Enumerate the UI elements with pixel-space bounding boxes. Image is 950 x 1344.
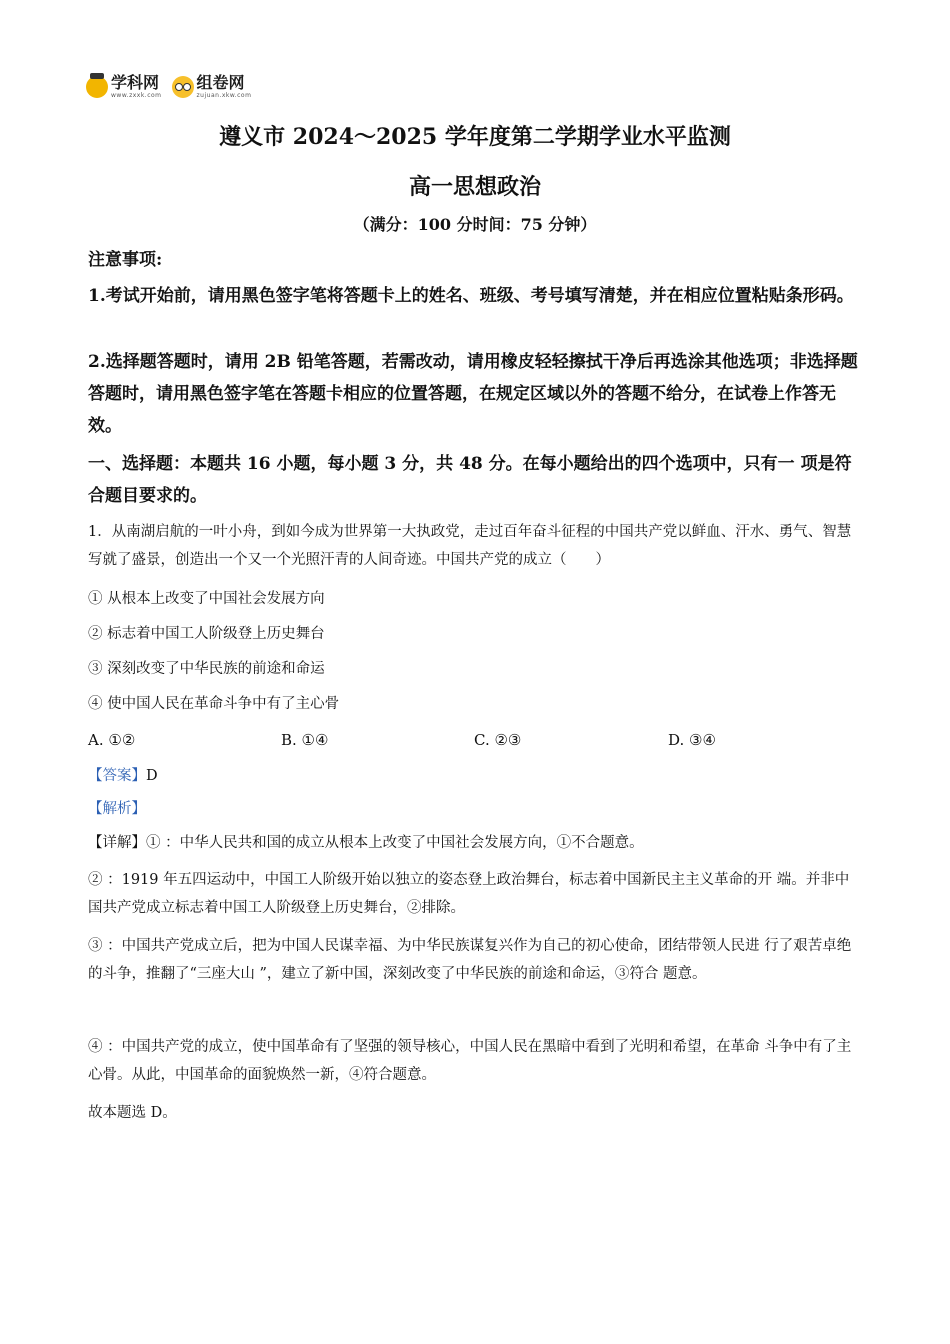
section-heading: 一、选择题：本题共 16 小题，每小题 3 分，共 48 分。在每小题给出的四个选项中，只有一 项是符合题目要求的。 [88,454,852,506]
exam-title: 遵义市 2024～2025 学年度第二学期学业水平监测 [219,124,731,150]
owl-icon [172,76,194,98]
graduation-cap-icon [86,76,108,98]
statement-1: ① 从根本上改变了中国社会发展方向 [88,591,325,607]
exam-subject: 高一思想政治 [408,174,541,200]
logo-bar [86,70,251,104]
analysis-label: 【解析】 [88,801,146,817]
answer-line [88,762,863,790]
notice-item-2: 2.选择题答题时，请用 2B 铅笔答题，若需改动，请用橡皮轻轻擦拭干净后再选涂其他选项；非选择题答题时，请用黑色签字笔在答题卡相应的位置答题，在规定区域以外的答题不给分，在试卷上作答无效。 [88,352,858,436]
logo2-name: 组卷网 [196,73,245,92]
statement-4: ④ 使中国人民在革命斗争中有了主心骨 [88,696,340,712]
answer-label: 【答案】 [88,768,146,784]
option-a: A. ①② [88,731,136,749]
logo1-sub: www.zxxk.com [111,92,162,99]
statement-3: ③ 深刻改变了中华民族的前途和命运 [88,661,325,677]
option-c: C. ②③ [474,731,522,749]
logo1-name: 学科网 [111,73,160,92]
notice-heading: 注意事项: [88,250,163,270]
detail-2: ② ：1919 年五四运动中，中国工人阶级开始以独立的姿态登上政治舞台，标志着中国新民主主义革命的开 端。并非中国共产党成立标志着中国工人阶级登上历史舞台，②排除。 [88,872,850,916]
exam-meta: （满分：100 分时间：75 分钟） [353,215,597,234]
answer-value: D [146,768,158,784]
detail-3: ③ ：中国共产党成立后，把为中国人民谋幸福、为中华民族谋复兴作为自己的初心使命，团结带领人民进 行了艰苦卓绝的斗争，推翻了“三座大山 ”，建立了新中国，深刻改变了中华民族的前途和命运，③符合 题意。 [88,938,852,982]
option-d: D. ③④ [668,731,716,749]
detail-4: ④ ：中国共产党的成立，使中国革命有了坚强的领导核心，中国人民在黑暗中看到了光明和希望，在革命 斗争中有了主心骨。从此，中国革命的面貌焕然一新，④符合题意。 [88,1039,852,1083]
zujuan-logo [172,75,252,99]
option-b: B. ①④ [281,731,329,749]
statement-2: ② 标志着中国工人阶级登上历史舞台 [88,626,325,642]
zxxk-logo [86,75,162,99]
question-stem: 1．从南湖启航的一叶小舟，到如今成为世界第一大执政党，走过百年奋斗征程的中国共产党以鲜血、汗水、勇气、智慧写就了盛景，创造出一个又一个光照汗青的人间奇迹。中国共产党的成立（ ） [88,524,852,568]
detail-1: 【详解】① ：中华人民共和国的成立从根本上改变了中国社会发展方向，①不合题意。 [88,835,644,851]
logo2-sub: zujuan.xkw.com [196,92,252,99]
conclusion: 故本题选 D。 [88,1105,177,1121]
notice-item-1: 1.考试开始前，请用黑色签字笔将答题卡上的姓名、班级、考号填写清楚，并在相应位置粘贴条形码。 [88,286,854,306]
